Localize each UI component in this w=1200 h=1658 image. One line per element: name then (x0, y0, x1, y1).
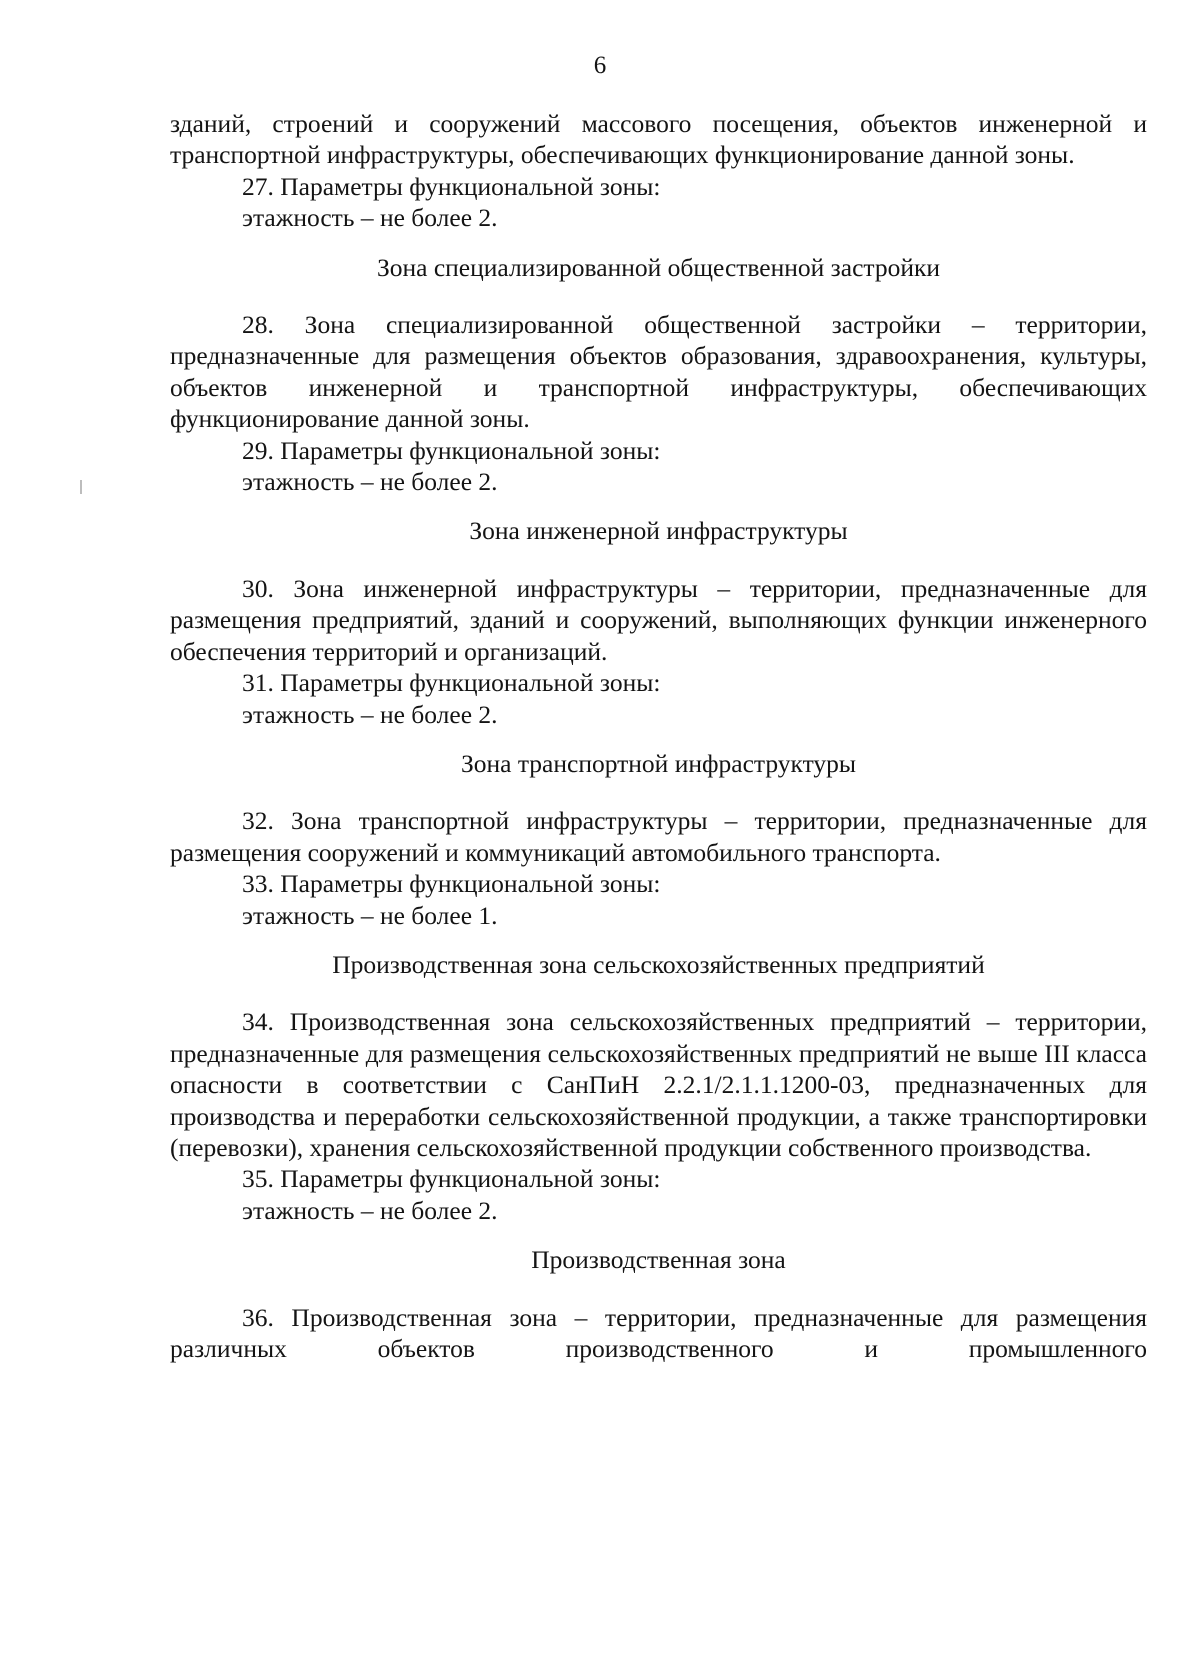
heading-industrial-zone: Производственная зона (531, 1245, 786, 1275)
paragraph-27-value: этажность – не более 2. (242, 203, 498, 233)
heading-specialized-public-zone: Зона специализированной общественной застройки (376, 252, 941, 282)
paragraph-28: 28. Зона специализированной общественной застройки – территории, предназначенные для размещения объектов образования, здравоохранения, культуры, объектов инженерной и транспортной инфраструктуры, обеспечивающих функционирование данной зоны. (170, 310, 1147, 434)
paragraph-29: 29. Параметры функциональной зоны: (242, 435, 661, 465)
paragraph-29-value: этажность – не более 2. (242, 467, 498, 497)
paragraph-30: 30. Зона инженерной инфраструктуры – территории, предназначенные для размещения предприятий, зданий и сооружений, выполняющих функции инженерного обеспечения территорий и организаций. (170, 573, 1147, 666)
paragraph-35: 35. Параметры функциональной зоны: (242, 1164, 661, 1194)
paragraph-35-value: этажность – не более 2. (242, 1195, 498, 1225)
heading-transport-zone: Зона транспортной инфраструктуры (460, 748, 857, 778)
heading-engineering-zone: Зона инженерной инфраструктуры (469, 516, 848, 546)
paragraph-33-value: этажность – не более 1. (242, 900, 498, 930)
paragraph-32: 32. Зона транспортной инфраструктуры – территории, предназначенные для размещения сооружений и коммуникаций автомобильного транспорта. (170, 806, 1147, 867)
scan-artifact (80, 480, 82, 494)
paragraph-31: 31. Параметры функциональной зоны: (242, 668, 661, 698)
paragraph-31-value: этажность – не более 2. (242, 699, 498, 729)
heading-agricultural-zone: Производственная зона сельскохозяйственных предприятий (332, 949, 985, 979)
paragraph-27: 27. Параметры функциональной зоны: (242, 171, 661, 201)
page-number: 6 (593, 52, 607, 79)
paragraph-36: 36. Производственная зона – территории, предназначенные для размещения различных объектов производственного и промышленного (170, 1302, 1147, 1363)
paragraph-34: 34. Производственная зона сельскохозяйственных предприятий – территории, предназначенные для размещения сельскохозяйственных предприятий не выше III класса опасности в соответствии с СанПиН 2.2.1/2.1.1.1200-03, предназначенных для производства и переработки сельскохозяйственной продукции, а также транспортировки (перевозки), хранения сельскохозяйственной продукции собственного производства. (170, 1007, 1147, 1162)
paragraph-continuation: зданий, строений и сооружений массового посещения, объектов инженерной и транспортной инфраструктуры, обеспечивающих функционирование данной зоны. (170, 109, 1147, 170)
document-body (170, 108, 1147, 1364)
paragraph-33: 33. Параметры функциональной зоны: (242, 869, 661, 899)
